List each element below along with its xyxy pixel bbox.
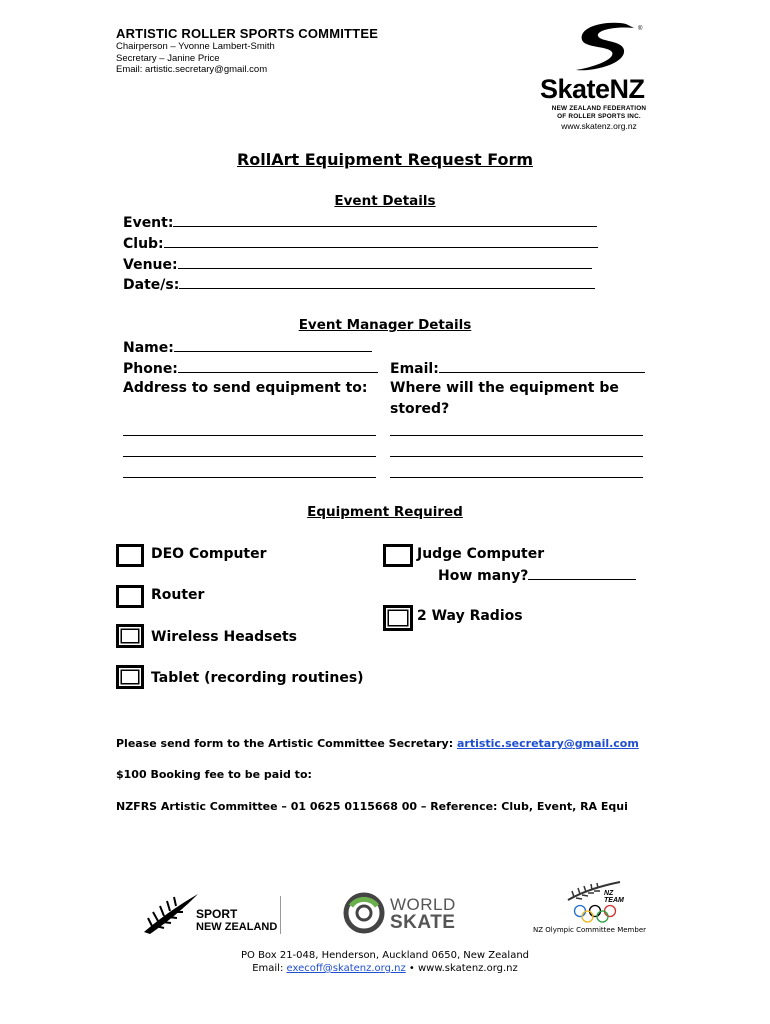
email-line: Email: artistic.secretary@gmail.com (116, 64, 268, 75)
silver-fern-icon (140, 890, 200, 936)
venue-field[interactable]: Venue: (123, 254, 592, 275)
address-label: Address to send equipment to: (123, 380, 368, 396)
skatenz-swoosh-icon (568, 18, 648, 74)
send-form-note: Please send form to the Artistic Committee Secretary: artistic.secretary@gmail.com (116, 737, 639, 750)
judge-computer-label: Judge Computer (417, 546, 545, 562)
footer-contact: Email: execoff@skatenz.org.nz • www.skatenz.org.nz (252, 963, 518, 974)
stored-label-1: Where will the equipment be (390, 380, 619, 396)
email-field[interactable]: Email: (390, 358, 645, 379)
footer-email-link[interactable]: execoff@skatenz.org.nz (286, 963, 406, 974)
sport-nz-text-2: NEW ZEALAND (196, 921, 278, 933)
org-title: ARTISTIC ROLLER SPORTS COMMITTEE (116, 26, 379, 41)
bank-details-note: NZFRS Artistic Committee – 01 0625 0115668 00 – Reference: Club, Event, RA Equi (116, 800, 628, 813)
footer-address: PO Box 21-048, Henderson, Auckland 0650, New Zealand (240, 950, 530, 961)
footer-url[interactable]: www.skatenz.org.nz (418, 963, 518, 974)
manager-details-heading: Event Manager Details (298, 317, 472, 333)
event-field[interactable]: Event: (123, 212, 597, 233)
nz-team-text: NZ TEAM (604, 890, 624, 904)
svg-text:®: ® (638, 26, 643, 32)
address-line-3[interactable] (123, 477, 376, 478)
judge-computer-checkbox[interactable] (383, 544, 413, 567)
world-skate-text-2: SKATE (390, 912, 456, 933)
olympic-rings-icon (572, 904, 618, 924)
club-field[interactable]: Club: (123, 233, 598, 254)
wireless-headsets-label: Wireless Headsets (151, 629, 298, 645)
name-field[interactable]: Name: (123, 337, 372, 358)
address-line-2[interactable] (123, 456, 376, 457)
secretary-email-link[interactable]: artistic.secretary@gmail.com (456, 737, 639, 750)
event-details-heading: Event Details (334, 193, 436, 209)
two-way-radios-label: 2 Way Radios (417, 608, 523, 624)
tablet-label: Tablet (recording routines) (151, 670, 364, 686)
booking-fee-note: $100 Booking fee to be paid to: (116, 768, 312, 781)
olympic-caption: NZ Olympic Committee Member (533, 926, 647, 934)
phone-field[interactable]: Phone: (123, 358, 378, 379)
form-title: RollArt Equipment Request Form (236, 150, 534, 169)
skatenz-logo-text: SkateNZ (540, 74, 645, 104)
stored-line-2[interactable] (390, 456, 643, 457)
two-way-radios-checkbox[interactable] (383, 605, 413, 631)
skatenz-url: www.skatenz.org.nz (561, 121, 637, 131)
world-skate-logo-icon (343, 892, 385, 934)
equipment-heading: Equipment Required (307, 504, 463, 520)
skatenz-subtitle: NEW ZEALAND FEDERATION OF ROLLER SPORTS INC. (551, 105, 647, 120)
sport-nz-divider (280, 896, 281, 934)
secretary-line: Secretary – Janine Price (116, 53, 220, 64)
tablet-checkbox[interactable] (116, 665, 144, 689)
stored-line-1[interactable] (390, 435, 643, 436)
how-many-field[interactable]: How many? (438, 565, 636, 586)
router-checkbox[interactable] (116, 585, 144, 608)
wireless-headsets-checkbox[interactable] (116, 624, 144, 648)
address-line-1[interactable] (123, 435, 376, 436)
world-skate-text-1: WORLD (390, 895, 456, 914)
chairperson-line: Chairperson – Yvonne Lambert-Smith (116, 41, 275, 52)
stored-label-2: stored? (390, 401, 450, 417)
router-label: Router (151, 587, 205, 603)
dates-field[interactable]: Date/s: (123, 274, 595, 295)
sport-nz-text-1: SPORT (196, 907, 238, 921)
deo-computer-label: DEO Computer (151, 546, 267, 562)
stored-line-3[interactable] (390, 477, 643, 478)
deo-computer-checkbox[interactable] (116, 544, 144, 567)
